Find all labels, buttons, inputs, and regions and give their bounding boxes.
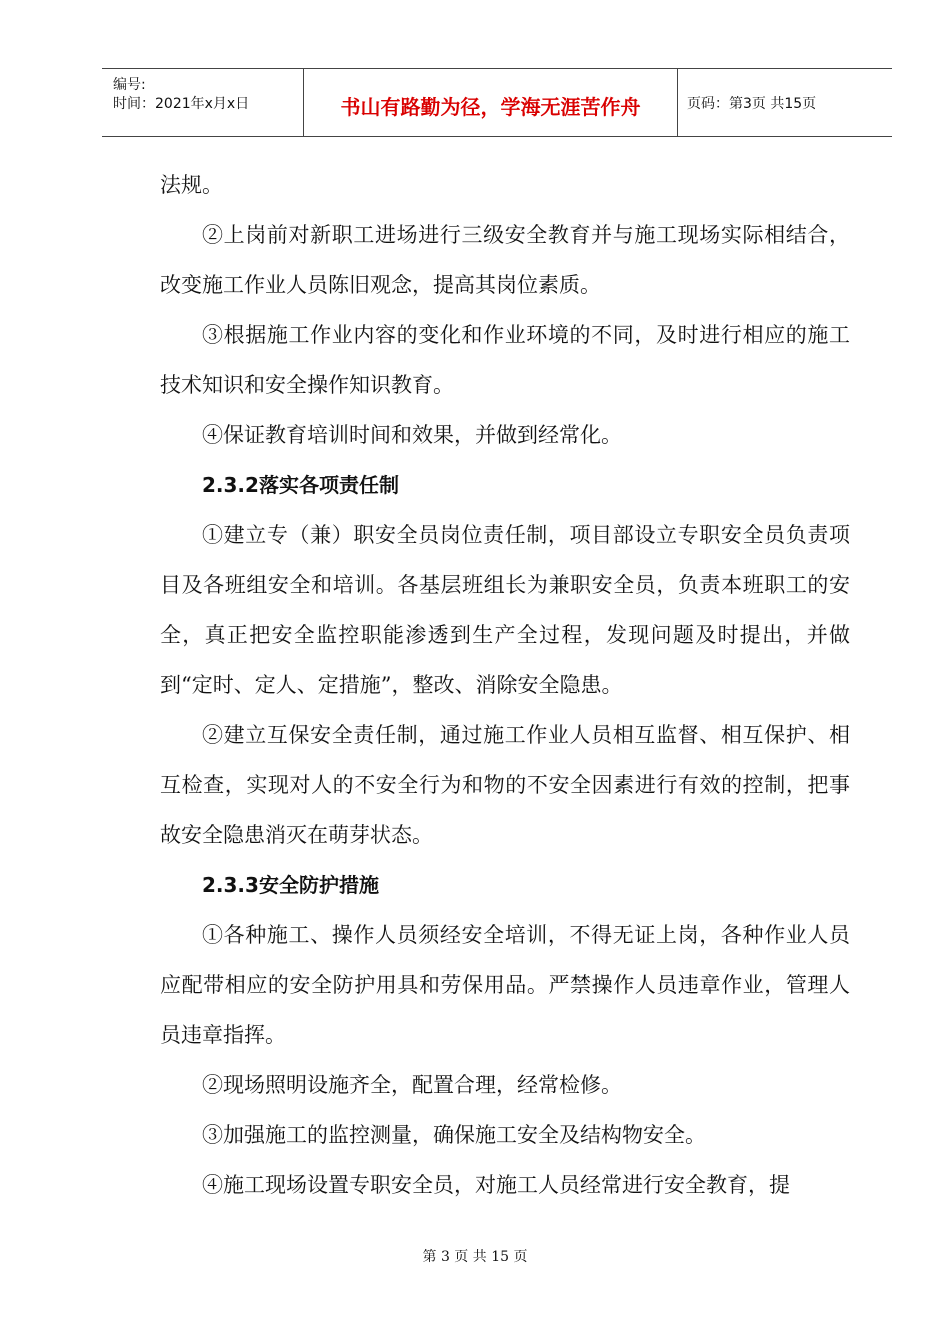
paragraph: ②上岗前对新职工进场进行三级安全教育并与施工现场实际相结合，改变施工作业人员陈旧观念，提高其岗位素质。	[160, 223, 850, 297]
paragraph: ①各种施工、操作人员须经安全培训，不得无证上岗，各种作业人员应配带相应的安全防护用具和劳保用品。严禁操作人员违章作业，管理人员违章指挥。	[160, 923, 850, 1047]
paragraph: ④保证教育培训时间和效果，并做到经常化。	[202, 423, 622, 447]
header-page-info: 页码：第3页 共15页	[687, 96, 817, 112]
paragraph: ①建立专（兼）职安全员岗位责任制，项目部设立专职安全员负责项目及各班组安全和培训。各基层班组长为兼职安全员，负责本班职工的安全，真正把安全监控职能渗透到生产全过程，发现问题及时提出，并做到“定时、定人、定措施”，整改、消除安全隐患。	[160, 523, 850, 697]
header-motto-cell	[304, 69, 678, 136]
header-motto: 书山有路勤为径，学海无涯苦作舟	[340, 95, 641, 119]
document-body	[160, 160, 850, 1210]
page-footer: 第 3 页 共 15 页	[422, 1249, 528, 1265]
header-meta-cell	[102, 69, 304, 136]
paragraph: ④施工现场设置专职安全员，对施工人员经常进行安全教育，提	[202, 1173, 790, 1197]
document-number-label: 编号:	[113, 77, 146, 93]
section-heading: 2.3.2落实各项责任制	[202, 473, 399, 497]
paragraph-continuation: 法规。	[160, 173, 223, 197]
page-header	[102, 68, 892, 137]
paragraph: ③根据施工作业内容的变化和作业环境的不同，及时进行相应的施工技术知识和安全操作知识教育。	[160, 323, 850, 397]
header-page-cell	[678, 69, 892, 136]
paragraph: ②现场照明设施齐全，配置合理，经常检修。	[202, 1073, 622, 1097]
paragraph: ②建立互保安全责任制，通过施工作业人员相互监督、相互保护、相互检查，实现对人的不安全行为和物的不安全因素进行有效的控制，把事故安全隐患消灭在萌芽状态。	[160, 723, 850, 847]
section-heading: 2.3.3安全防护措施	[202, 873, 379, 897]
paragraph: ③加强施工的监控测量，确保施工安全及结构物安全。	[202, 1123, 706, 1147]
document-date-label: 时间：2021年x月x日	[113, 96, 250, 112]
